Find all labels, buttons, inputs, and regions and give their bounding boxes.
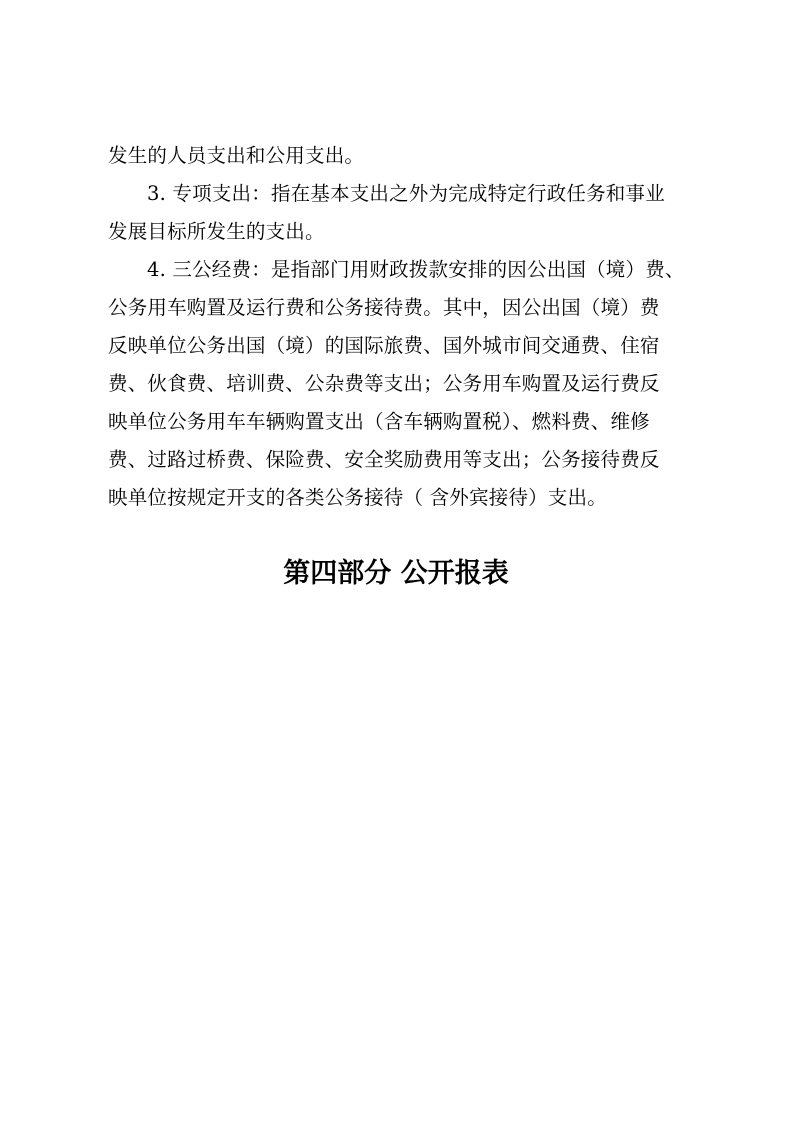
body-text-line: 费、伙食费、培训费、公杂费等支出；公务用车购置及运行费反 [108, 372, 660, 395]
body-text-line: 映单位按规定开支的各类公务接待（ 含外宾接待）支出。 [108, 486, 607, 509]
body-text-line: 反映单位公务出国（境）的国际旅费、国外城市间交通费、住宿 [108, 334, 660, 357]
body-text-line: 映单位公务用车车辆购置支出（含车辆购置税）、燃料费、维修 [108, 410, 650, 433]
body-text-line: 公务用车购置及运行费和公务接待费。其中，因公出国（境）费 [108, 296, 660, 319]
body-text-line: 4. 三公经费：是指部门用财政拨款安排的因公出国（境）费、 [147, 258, 685, 281]
section-heading: 第四部分 公开报表 [283, 558, 509, 589]
body-text-line: 费、过路过桥费、保险费、安全奖励费用等支出；公务接待费反 [108, 448, 660, 471]
body-text-line: 发生的人员支出和公用支出。 [108, 144, 365, 167]
body-text-line: 发展目标所发生的支出。 [108, 220, 325, 243]
body-text-line: 3. 专项支出：指在基本支出之外为完成特定行政任务和事业 [147, 182, 665, 205]
